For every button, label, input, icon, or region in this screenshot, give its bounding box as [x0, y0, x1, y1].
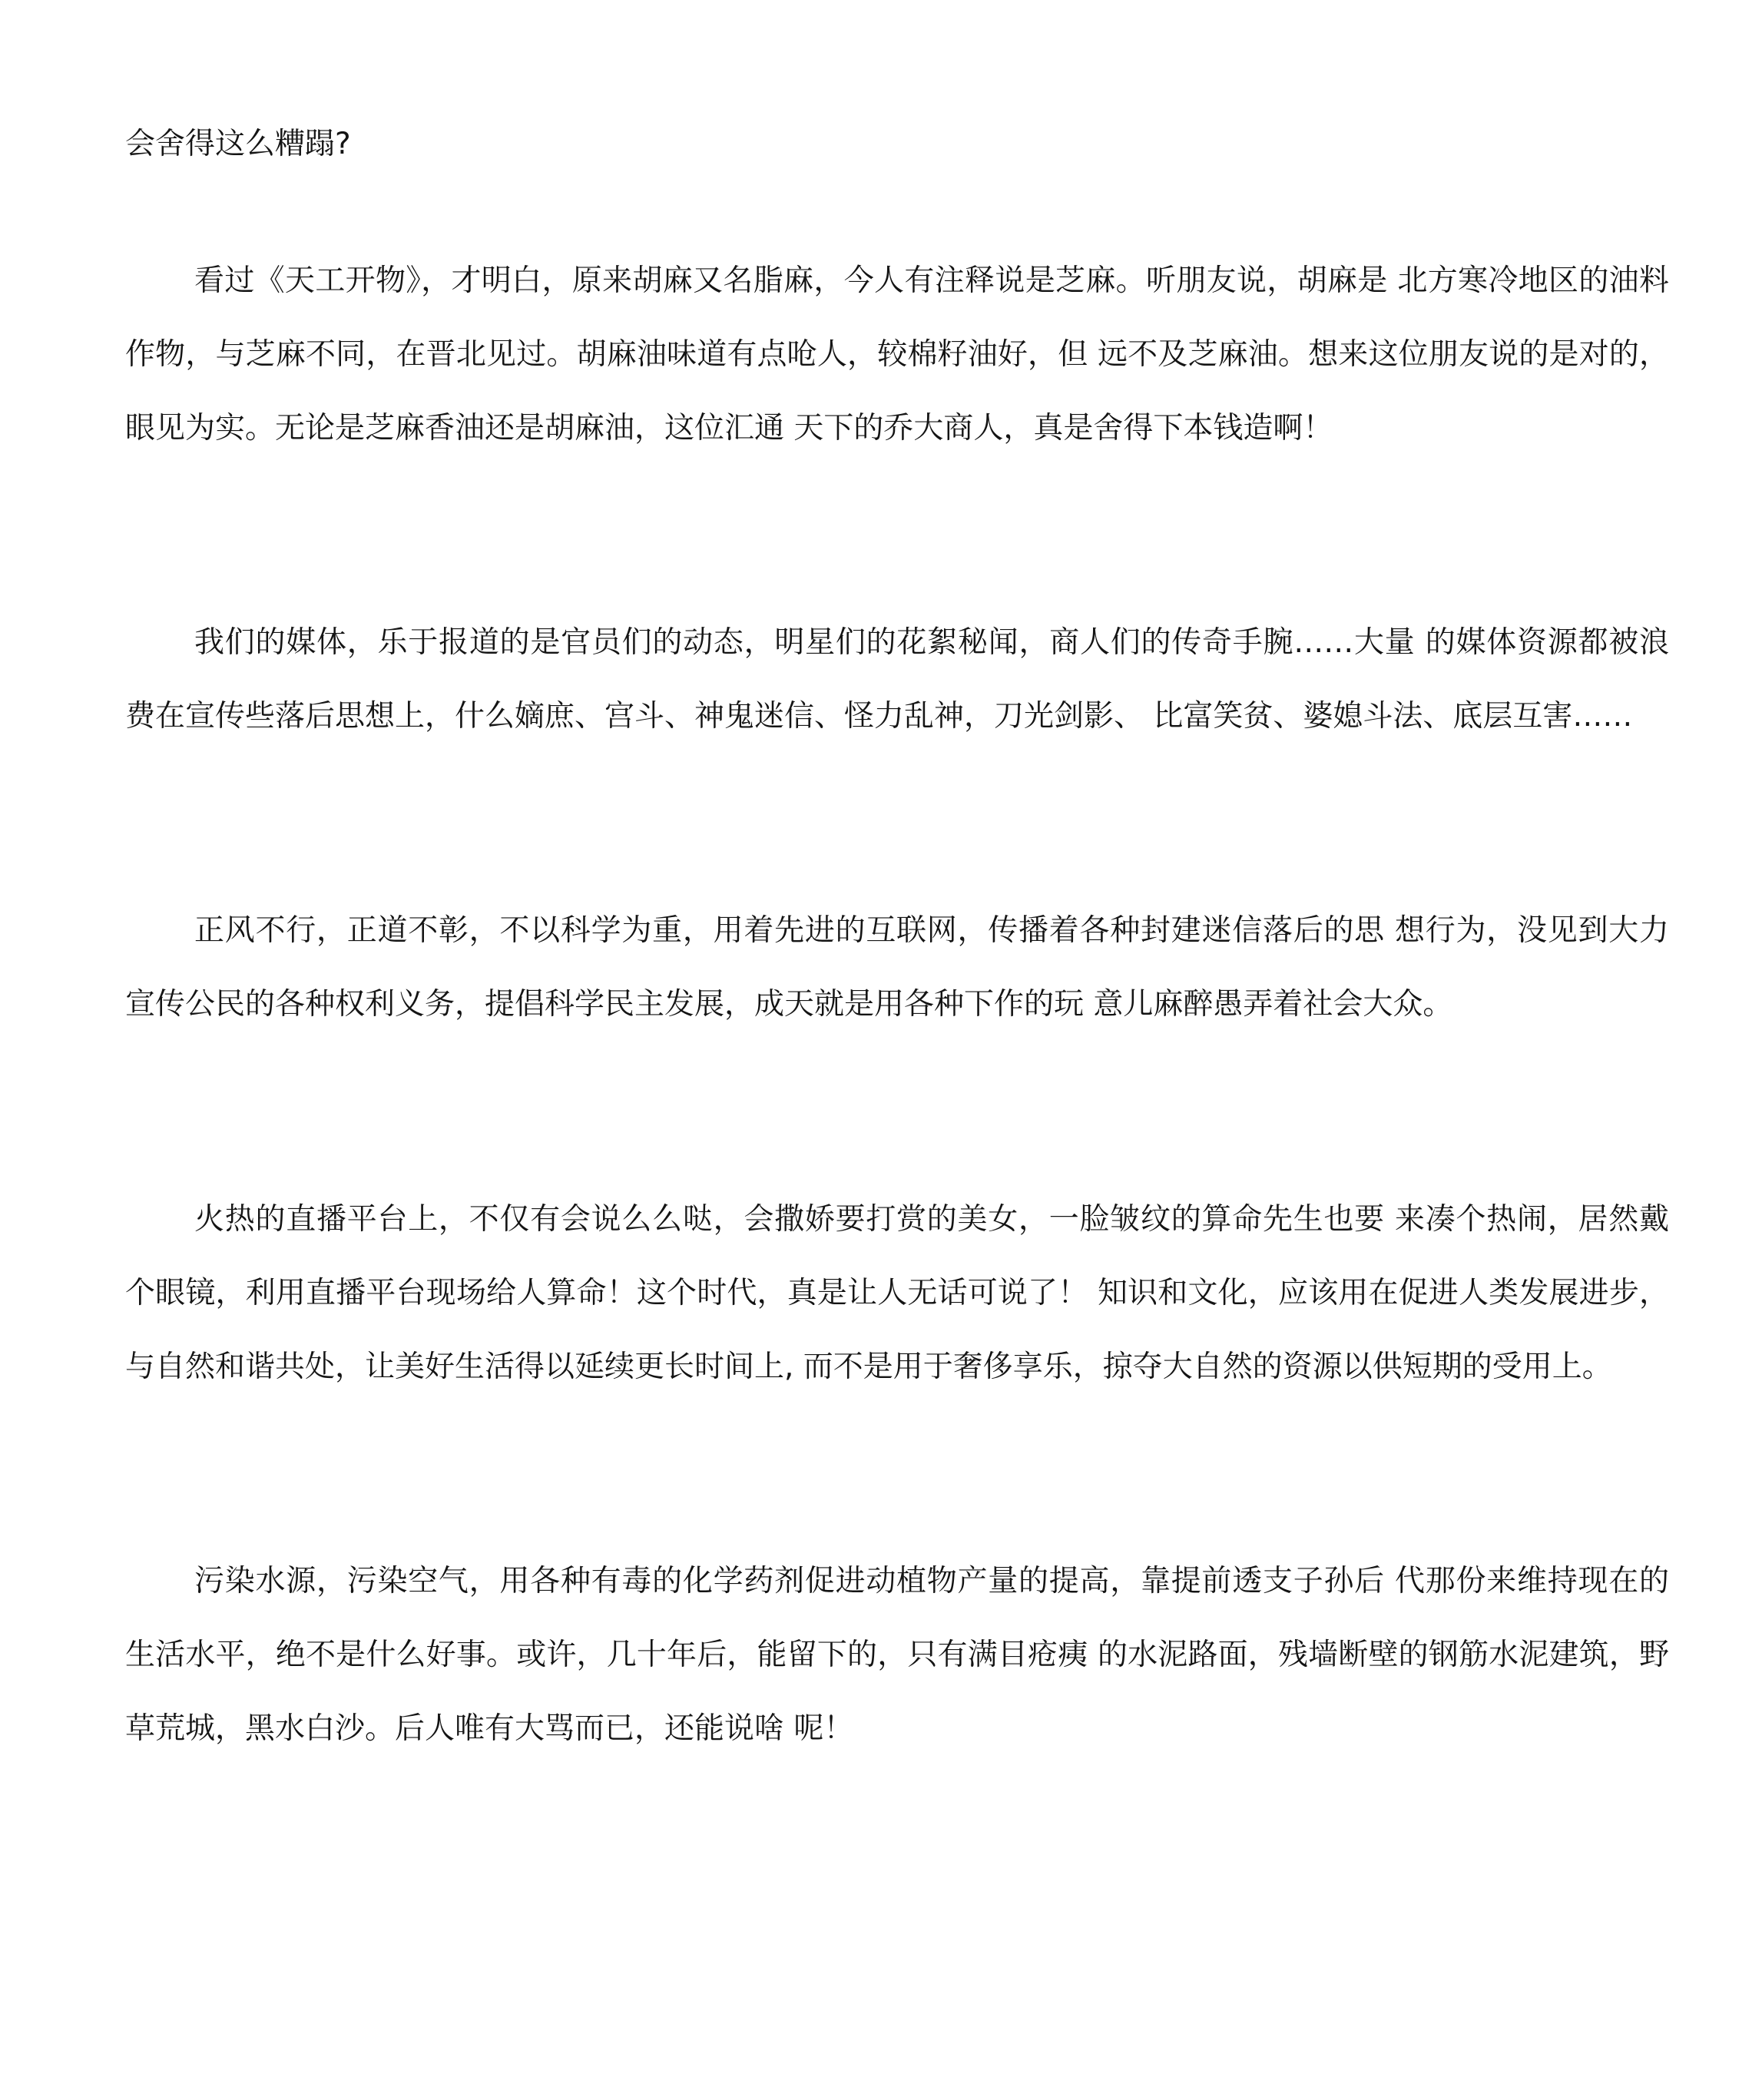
paragraph-zhengfeng: 正风不行，正道不彰，不以科学为重，用着先进的互联网，传播着各种封建迷信落后的思 想行为，没见到大力宣传公民的各种权利义务，提倡科学民主发展，成天就是用各种下作的玩 意儿麻醉愚弄着社会大众。 — [125, 913, 1669, 1022]
paragraph-pollution: 污染水源，污染空气，用各种有毒的化学药剂促进动植物产量的提高，靠提前透支子孙后 代那份来维持现在的生活水平，绝不是什么好事。或许，几十年后，能留下的，只有满目疮痍 的水泥路面，残墙断壁的钢筋水泥建筑，野草荒城，黑水白沙。后人唯有大骂而已，还能说啥 呢！ — [125, 1564, 1669, 1746]
paragraph-live-streaming: 火热的直播平台上，不仅有会说么么哒，会撒娇要打赏的美女，一脸皱纹的算命先生也要 来凑个热闹，居然戴个眼镜，利用直播平台现场给人算命！这个时代，真是让人无话可说了！ 知识和文化，应该用在促进人类发展进步，与自然和谐共处，让美好生活得以延续更长时间上, 而不是用于奢侈享乐，掠夺大自然的资源以供短期的受用上。 — [125, 1202, 1669, 1384]
paragraph-tiangong-kaiwu: 看过《天工开物》，才明白，原来胡麻又名脂麻，今人有注释说是芝麻。听朋友说，胡麻是 北方寒冷地区的油料作物，与芝麻不同，在晋北见过。胡麻油味道有点呛人，较棉籽油好，但 远不及芝麻油。想来这位朋友说的是对的，眼见为实。无论是芝麻香油还是胡麻油，这位汇通 天下的乔大商人，真是舍得下本钱造啊！ — [125, 263, 1669, 446]
paragraph-continuation: 会舍得这么糟蹋? — [125, 127, 351, 161]
paragraph-media: 我们的媒体，乐于报道的是官员们的动态，明星们的花絮秘闻，商人们的传奇手腕……大量 的媒体资源都被浪费在宣传些落后思想上，什么嫡庶、宫斗、神鬼迷信、怪力乱神，刀光剑影、 比富笑贫、婆媳斗法、底层互害…… — [125, 625, 1669, 734]
